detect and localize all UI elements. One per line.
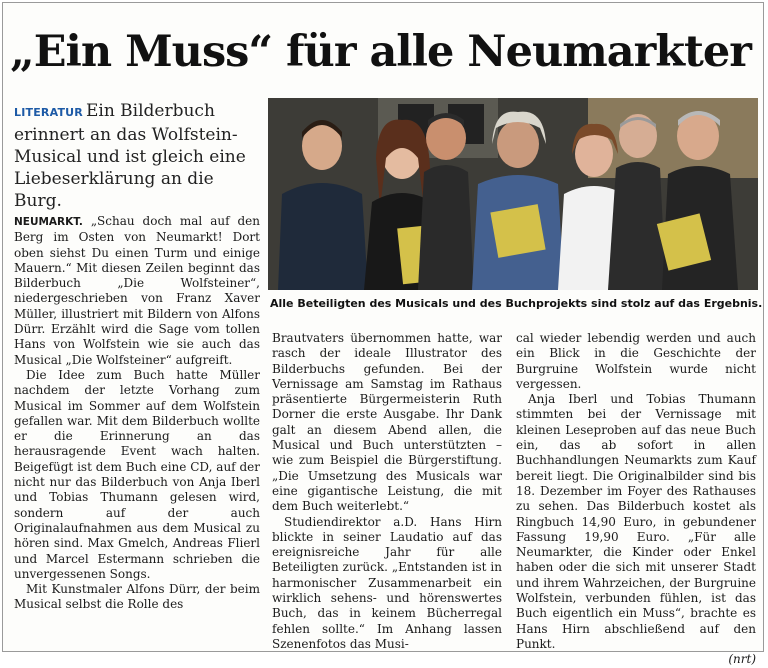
paragraph-2: Die Idee zum Buch hatte Müller nachdem der letzte Vorhang zum Musical im Sommer auf dem Wolfstein gefallen war. Mit dem Bilderbuch wollte er die Erinnerung an das herausragende Event wach halten. Beigefügt ist dem Buch eine CD, auf der nicht nur das Bilderbuch von Anja Iberl und Tobias Thumann gelesen wird, sondern auf der auch Originalaufnahmen aus dem Musical zu hören sind. Max Gmelch, Andreas Flierl und Marcel Estermann schrieben die unvergessenen Songs. [14, 367, 260, 581]
dateline: NEUMARKT. [14, 216, 83, 228]
group-photo-image [268, 98, 758, 290]
headline: „Ein Muss“ für alle Neumarkter [10, 27, 751, 77]
photo-caption: Alle Beteiligten des Musicals und des Buchprojekts sind stolz auf das Ergebnis. [270, 297, 763, 310]
lead-paragraph [14, 100, 260, 212]
article-column-3 [516, 331, 756, 668]
paragraph-7: Anja Iberl und Tobias Thumann stimmten bei der Vernissage mit kleinen Leseproben auf das neue Buch ein, das ab sofort in allen Buchhandlungen Neumarkts zum Kauf bereit liegt. Die Originalbilder sind bis 18. Dezember im Foyer des Rathauses zu sehen. Das Bilderbuch kostet als Ringbuch 14,90 Euro, in gebundener Fassung 19,90 Euro. „Für alle Neumarkter, die Kinder oder Enkel haben oder die sich mit unserer Stadt und ihrem Wahrzeichen, der Burgruine Wolfstein, verbunden fühlen, ist das Buch eigentlich ein Muss“, brachte es Hans Hirn abschließend auf den Punkt. [516, 392, 756, 651]
paragraph-6: cal wieder lebendig werden und auch ein Blick in die Geschichte der Burgruine Wolfstein wurde nicht vergessen. [516, 331, 756, 391]
article-column-2 [272, 331, 502, 652]
group-photo [268, 98, 758, 290]
paragraph-4: Brautvaters übernommen hatte, war rasch der ideale Illustrator des Bilderbuchs gefunden. Bei der Vernissage am Samstag im Rathaus präsentierte Bürgermeisterin Ruth Dorner die erste Ausgabe. Ihr Dank galt an diesem Abend allen, die Musical und Buch unterstützten – wie zum Beispiel die Bürgerstiftung. „Die Umsetzung des Musicals war eine gigantische Leistung, die mit dem Buch weiterlebt.“ [272, 331, 502, 514]
author-initials: (nrt) [728, 652, 756, 667]
paragraph-1: NEUMARKT. „Schau doch mal auf den Berg im Osten von Neumarkt! Dort oben siehst Du einen Turm und einige Mauern.“ Mit diesen Zeilen beginnt das Bilderbuch „Die Wolfsteiner“, niedergeschrieben von Franz Xaver Müller, illustriert mit Bildern von Alfons Dürr. Erzählt wird die Sage vom tollen Hans von Wolfstein wie sie auch das Musical „Die Wolfsteiner“ aufgreift. [14, 214, 260, 367]
lead-text: Ein Bilderbuch erinnert an das Wolfstein-Musical und ist gleich eine Liebeserklärung an die Burg. [14, 101, 246, 211]
kicker-label: LITERATUR [14, 106, 83, 119]
article-column-1 [14, 214, 260, 613]
paragraph-3: Mit Kunstmaler Alfons Dürr, der beim Musical selbst die Rolle des [14, 582, 260, 612]
paragraph-5: Studiendirektor a.D. Hans Hirn blickte in seiner Laudatio auf das ereignisreiche Jahr für alle Beteiligten zurück. „Entstanden ist in harmonischer Zusammenarbeit ein wirklich sehens- und hörenswertes Buch, das in keinem Bücherregal fehlen sollte.“ Im Anhang lassen Szenenfotos das Musi- [272, 514, 502, 651]
